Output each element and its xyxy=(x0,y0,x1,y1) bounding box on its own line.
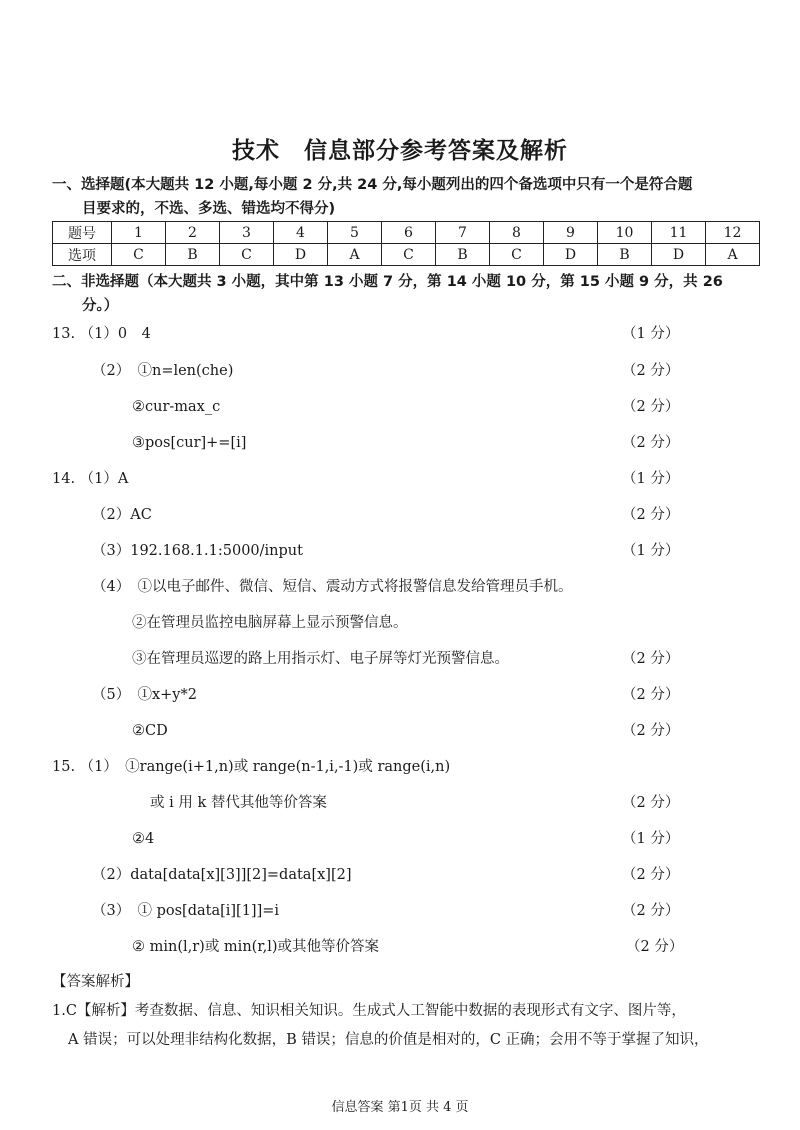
section2-heading xyxy=(52,270,762,318)
q13-line-3: ②cur-max_c xyxy=(132,399,221,415)
section2-heading-line1: 二、非选择题（本大题共 3 小题，其中第 13 小题 7 分，第 14 小题 10 分，第 15 小题 9 分，共 26 xyxy=(52,274,723,290)
q15-line-4: （2）data[data[x][3]][2]=data[x][2] xyxy=(92,867,352,883)
answer-table xyxy=(52,221,760,266)
section2-heading-line2: 分。） xyxy=(82,298,119,314)
table-choice-cell: D xyxy=(274,244,328,266)
q13-score-1: （1 分） xyxy=(622,326,680,342)
table-choice-cell: C xyxy=(382,244,436,266)
table-number-cell: 12 xyxy=(706,222,760,244)
table-number-cell: 10 xyxy=(598,222,652,244)
table-choice-cell: B xyxy=(166,244,220,266)
q13-score-4: （2 分） xyxy=(622,435,680,451)
table-choice-cell: A xyxy=(706,244,760,266)
table-number-cell: 6 xyxy=(382,222,436,244)
table-choice-cell: D xyxy=(544,244,598,266)
q15-line-3: ②4 xyxy=(132,831,155,847)
q13-line-1: 13. （1）0 4 xyxy=(52,326,151,342)
table-number-cell: 3 xyxy=(220,222,274,244)
q14-line-4: （4） ①以电子邮件、微信、短信、震动方式将报警信息发给管理员手机。 xyxy=(92,579,573,595)
q15-line-1: 15. （1） ①range(i+1,n)或 range(n-1,i,-1)或 range(i,n) xyxy=(52,759,451,775)
table-choice-cell: C xyxy=(490,244,544,266)
table-number-cell: 2 xyxy=(166,222,220,244)
table-number-cell: 5 xyxy=(328,222,382,244)
table-number-cell: 1 xyxy=(112,222,166,244)
q13-line-2: （2） ①n=len(che) xyxy=(92,363,234,379)
table-choice-cell: A xyxy=(328,244,382,266)
q15-score-2: （2 分） xyxy=(622,795,680,811)
q14-line-6: ③在管理员巡逻的路上用指示灯、电子屏等灯光预警信息。 xyxy=(132,651,509,667)
q14-score-6: （2 分） xyxy=(622,651,680,667)
q13-score-2: （2 分） xyxy=(622,363,680,379)
table-choice-cell: C xyxy=(220,244,274,266)
section1-heading-line2: 目要求的，不选、多选、错选均不得分) xyxy=(82,201,336,217)
page-footer: 信息答案 第1页 共 4 页 xyxy=(331,1100,469,1115)
table-number-cell: 8 xyxy=(490,222,544,244)
table-number-cell: 7 xyxy=(436,222,490,244)
q14-score-7: （2 分） xyxy=(622,687,680,703)
q15-line-5: （3） ① pos[data[i][1]]=i xyxy=(92,903,280,919)
q14-score-8: （2 分） xyxy=(622,723,680,739)
analysis-line-2: A 错误；可以处理非结构化数据，B 错误；信息的价值是相对的，C 正确；会用不等于掌握了知识， xyxy=(68,1032,709,1048)
table-label-number: 题号 xyxy=(53,222,112,244)
q15-score-5: （2 分） xyxy=(622,903,680,919)
q13-line-4: ③pos[cur]+=[i] xyxy=(132,435,247,451)
analysis-line-1: 1.C【解析】考查数据、信息、知识相关知识。生成式人工智能中数据的表现形式有文字、图片等， xyxy=(52,1003,686,1019)
q14-line-3: （3）192.168.1.1:5000/input xyxy=(92,543,303,559)
q14-line-8: ②CD xyxy=(132,723,168,739)
table-choice-cell: D xyxy=(652,244,706,266)
q14-line-5: ②在管理员监控电脑屏幕上显示预警信息。 xyxy=(132,615,408,631)
q15-score-3: （1 分） xyxy=(622,831,680,847)
q14-score-1: （1 分） xyxy=(622,471,680,487)
section1-heading xyxy=(52,173,762,221)
answer-table-choice-row xyxy=(53,244,760,266)
q14-line-1: 14. （1）A xyxy=(52,471,129,487)
table-number-cell: 11 xyxy=(652,222,706,244)
section1-heading-line1: 一、选择题(本大题共 12 小题,每小题 2 分,共 24 分,每小题列出的四个备选项中只有一个是符合题 xyxy=(52,177,693,193)
page-title: 技术 信息部分参考答案及解析 xyxy=(232,138,568,164)
answer-table-number-row xyxy=(53,222,760,244)
q14-line-7: （5） ①x+y*2 xyxy=(92,687,197,703)
table-choice-cell: C xyxy=(112,244,166,266)
q15-line-6: ② min(l,r)或 min(r,l)或其他等价答案 xyxy=(132,939,380,955)
analysis-section xyxy=(52,968,768,1055)
table-choice-cell: B xyxy=(436,244,490,266)
table-choice-cell: B xyxy=(598,244,652,266)
q14-score-2: （2 分） xyxy=(622,507,680,523)
table-number-cell: 4 xyxy=(274,222,328,244)
q15-line-2: 或 i 用 k 替代其他等价答案 xyxy=(150,795,327,811)
q15-score-6: （2 分） xyxy=(626,939,684,955)
q14-line-2: （2）AC xyxy=(92,507,152,523)
q13-score-3: （2 分） xyxy=(622,399,680,415)
table-number-cell: 9 xyxy=(544,222,598,244)
q15-score-4: （2 分） xyxy=(622,867,680,883)
table-label-choice: 选项 xyxy=(53,244,112,266)
analysis-heading: 【答案解析】 xyxy=(52,974,139,990)
q14-score-3: （1 分） xyxy=(622,543,680,559)
